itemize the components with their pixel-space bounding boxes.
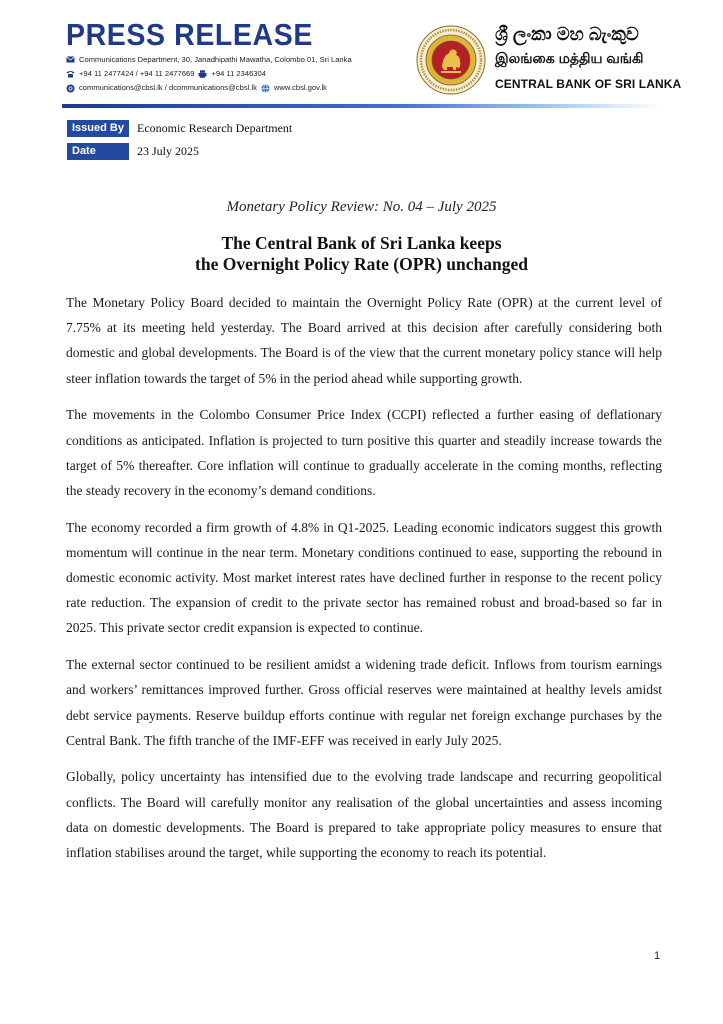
address-line (66, 55, 352, 65)
date-value: 23 July 2025 (137, 144, 200, 158)
bank-name-sinhala: ශ්‍රී ලංකා මහ බැංකුව (495, 24, 639, 44)
email-web-line (66, 83, 327, 93)
address-text: Communications Department, 30, Janadhipathi Mawatha, Colombo 01, Sri Lanka (79, 55, 352, 64)
paragraph: The Monetary Policy Board decided to maintain the Overnight Policy Rate (OPR) at the current level of 7.75% at its meeting held yesterday. The Board arrived at this decision after carefully considering both domestic and global developments. The Board is of the view that the current monetary policy stance will help steer inflation towards the target of 5% in the period ahead while supporting growth. (66, 295, 662, 386)
email-icon (66, 84, 75, 92)
central-bank-seal-icon (416, 25, 486, 95)
date-label: Date (67, 143, 129, 160)
email-text[interactable]: communications@cbsl.lk / dcommunications@cbsl.lk (79, 83, 257, 92)
globe-icon (261, 84, 270, 92)
press-release-title: PRESS RELEASE (66, 17, 313, 53)
phone-icon (66, 70, 75, 78)
paragraph: The movements in the Colombo Consumer Price Index (CCPI) reflected a further easing of deflationary conditions as anticipated. Inflation is projected to turn positive this quarter and steadily increase towards the target of 5% thereafter. Core inflation will continue to gradually accelerate in the coming months, reflecting the steady recovery in the economy’s demand conditions. (66, 407, 662, 498)
phone-text: +94 11 2477424 / +94 11 2477669 (79, 69, 195, 78)
issued-by-value: Economic Research Department (137, 121, 293, 135)
headline-line-1: The Central Bank of Sri Lanka keeps (221, 233, 502, 253)
review-title: Monetary Policy Review: No. 04 – July 2025 (226, 199, 497, 215)
bank-name-tamil: இலங்கை மத்திய வங்கி (495, 50, 644, 66)
headline-line-2: the Overnight Policy Rate (OPR) unchanged (195, 254, 528, 274)
envelope-icon (66, 56, 75, 64)
headline (0, 233, 723, 275)
fax-icon (198, 70, 207, 78)
body-text (66, 290, 662, 877)
paragraph: The external sector continued to be resilient amidst a widening trade deficit. Inflows from tourism earnings and workers’ remittances improved further. Gross official reserves were maintained at healthy levels amidst debt service payments. Reserve buildup efforts continue with regular net foreign exchange purchases by the Central Bank. The fifth tranche of the IMF-EFF was received in early July 2025. (66, 657, 662, 748)
paragraph: Globally, policy uncertainty has intensified due to the evolving trade landscape and recurring geopolitical conflicts. The Board will carefully monitor any realisation of the global uncertainties and assess incoming data on domestic developments. The Board is prepared to take appropriate policy measures to ensure that inflation stabilises around the target, while supporting the economy to reach its potential. (66, 769, 662, 861)
website-link[interactable]: www.cbsl.gov.lk (273, 83, 327, 92)
header-divider (62, 104, 662, 108)
issued-by-label: Issued By (67, 120, 129, 137)
paragraph: The economy recorded a firm growth of 4.8% in Q1-2025. Leading economic indicators suggest this growth momentum will continue in the near term. Monetary conditions continued to ease, supporting the rebound in domestic economic activity. Most market interest rates have declined further in response to the recent policy rate reduction. The expansion of credit to the private sector has remained robust and broad-based so far in 2025. This private sector credit expansion is expected to continue. (66, 519, 662, 636)
page-number: 1 (654, 950, 661, 962)
bank-name-english: CENTRAL BANK OF SRI LANKA (495, 77, 682, 91)
fax-text: +94 11 2346304 (211, 69, 266, 78)
phone-line (66, 69, 266, 79)
